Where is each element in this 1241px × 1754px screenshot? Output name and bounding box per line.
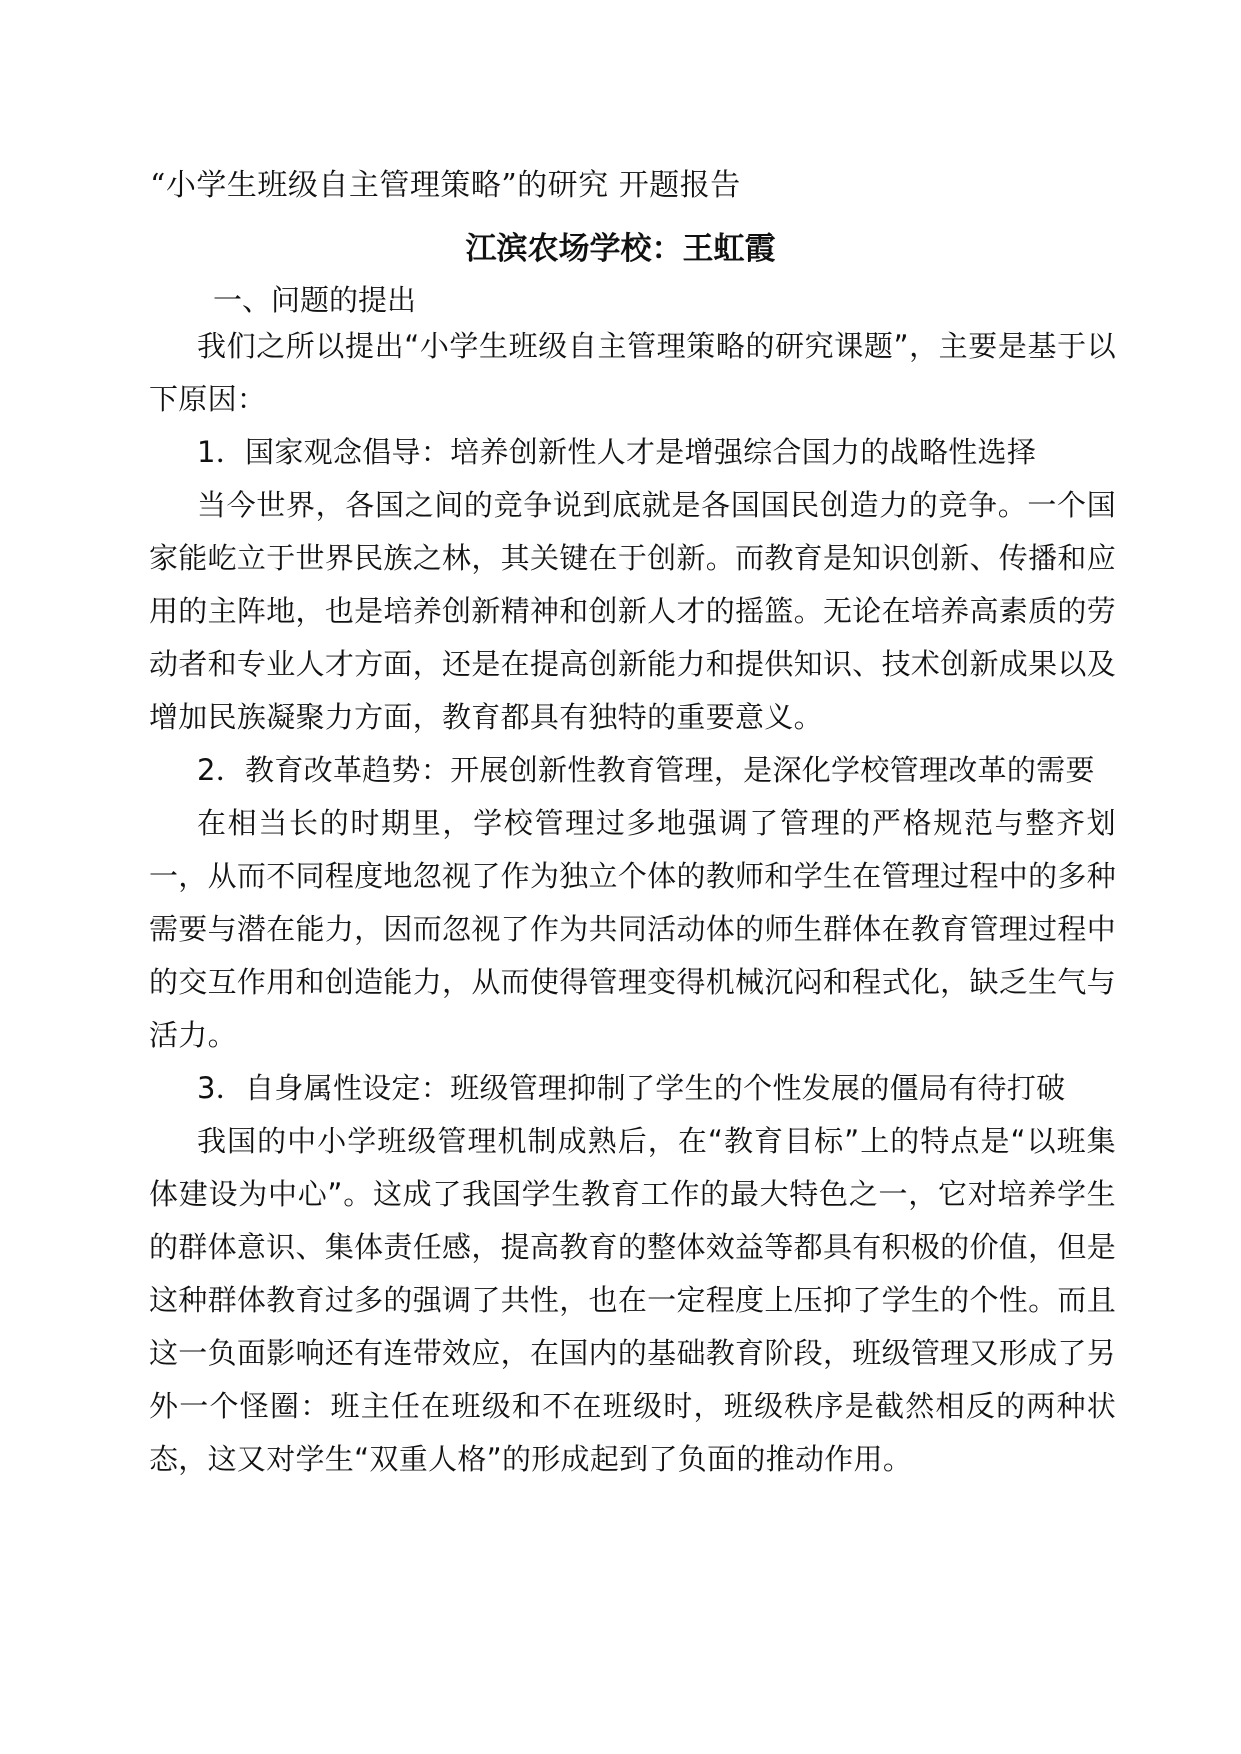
list-item-heading-1: 1．国家观念倡导：培养创新性人才是增强综合国力的战略性选择 xyxy=(197,435,1037,469)
paragraph-intro: 我们之所以提出“小学生班级自主管理策略的研究课题”，主要是基于以下原因： xyxy=(149,329,1116,416)
list-item-heading-3: 3．自身属性设定：班级管理抑制了学生的个性发展的僵局有待打破 xyxy=(197,1071,1066,1105)
list-item-heading-2: 2．教育改革趋势：开展创新性教育管理，是深化学校管理改革的需要 xyxy=(197,753,1095,787)
section-heading: 一、问题的提出 xyxy=(213,283,417,317)
author-line: 江滨农场学校：王虹霞 xyxy=(465,231,776,267)
body-text xyxy=(149,320,1116,1486)
document-title: “小学生班级自主管理策略”的研究 开题报告 xyxy=(150,168,741,203)
paragraph-3: 我国的中小学班级管理机制成熟后，在“教育目标”上的特点是“以班集体建设为中心”。这成了我国学生教育工作的最大特色之一，它对培养学生的群体意识、集体责任感，提高教育的整体效益等都具有积极的价值，但是这种群体教育过多的强调了共性，也在一定程度上压抑了学生的个性。而且这一负面影响还有连带效应，在国内的基础教育阶段，班级管理又形成了另外一个怪圈：班主任在班级和不在班级时，班级秩序是截然相反的两种状态，这又对学生“双重人格”的形成起到了负面的推动作用。 xyxy=(149,1124,1116,1476)
paragraph-1: 当今世界，各国之间的竞争说到底就是各国国民创造力的竞争。一个国家能屹立于世界民族之林，其关键在于创新。而教育是知识创新、传播和应用的主阵地，也是培养创新精神和创新人才的摇篮。无论在培养高素质的劳动者和专业人才方面，还是在提高创新能力和提供知识、技术创新成果以及增加民族凝聚力方面，教育都具有独特的重要意义。 xyxy=(149,488,1116,734)
paragraph-2: 在相当长的时期里，学校管理过多地强调了管理的严格规范与整齐划一，从而不同程度地忽视了作为独立个体的教师和学生在管理过程中的多种需要与潜在能力，因而忽视了作为共同活动体的师生群体在教育管理过程中的交互作用和创造能力，从而使得管理变得机械沉闷和程式化，缺乏生气与活力。 xyxy=(149,806,1116,1052)
